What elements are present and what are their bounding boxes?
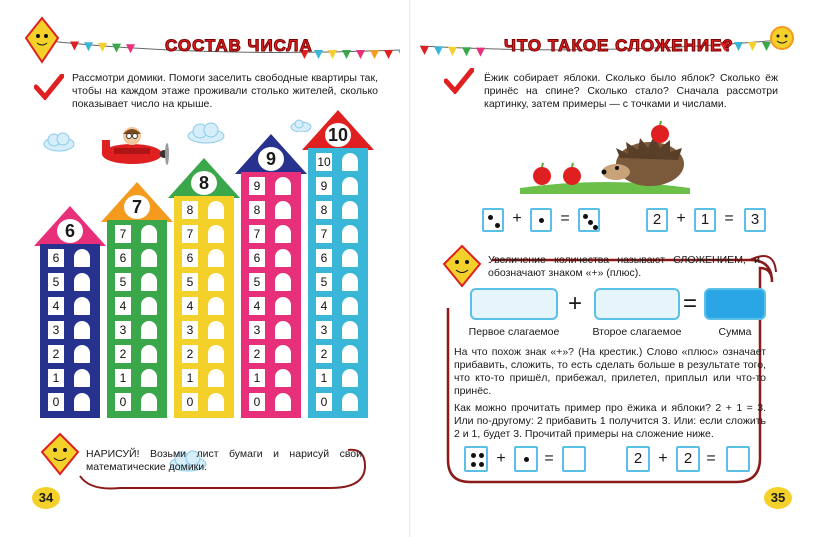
floor-number: 3 [182,321,198,339]
sum-box [704,288,766,320]
garland-flag [420,46,429,55]
roof-number: 8 [191,171,217,195]
right-instruction: Ёжик собирает яблоки. Сколько было яблок? Сколько ёж принёс на спине? Сколько стало? Сначала рассмотри картинку, затем примеры — с точками и числами. [484,72,778,110]
apartment-window[interactable] [74,369,90,387]
plus-sign: + [512,210,522,227]
apartment-window[interactable] [74,345,90,363]
plus-explanation: На что похож знак «+»? (На крестик.) Слово «плюс» означает прибавить, сложить, то есть сделать больше в результате того, что кто-то пришёл, прибежал, прилетел, приплыл или что-то принёс. [454,346,766,397]
floor-number: 8 [316,201,332,219]
first-addend-box [470,288,558,320]
number-house [308,110,368,418]
apartment-window[interactable] [275,177,291,195]
floor-number: 4 [48,297,64,315]
roof-number: 6 [57,219,83,243]
apple-icon [651,121,669,143]
number-house [107,182,167,418]
apartment-window[interactable] [74,273,90,291]
apartment-window[interactable] [74,393,90,411]
floor-number: 3 [115,321,131,339]
left-instruction: Рассмотри домики. Помоги заселить свободные квартиры так, чтобы на каждом этаже проживали столько жителей, сколько показывает число на крыше. [72,72,378,110]
floor-number: 4 [316,297,332,315]
garland-flag [98,43,107,52]
apartment-window[interactable] [342,201,358,219]
floor-number: 9 [316,177,332,195]
garland-flag [70,42,79,51]
floor-number: 5 [316,273,332,291]
apple-icon [533,163,551,185]
dots-box-b [530,208,552,232]
right-page-title: ЧТО ТАКОЕ СЛОЖЕНИЕ? [504,36,734,55]
roof-number: 9 [258,147,284,171]
floor-number: 5 [182,273,198,291]
apartment-window[interactable] [275,345,291,363]
floor-number: 6 [316,249,332,267]
apartment-window[interactable] [342,321,358,339]
apartment-window[interactable] [74,297,90,315]
garland-flag [328,50,337,59]
apartment-window[interactable] [342,153,358,171]
roof-number: 7 [124,195,150,219]
floor-number: 2 [182,345,198,363]
apartment-window[interactable] [208,225,224,243]
floor-number: 3 [249,321,265,339]
page-number-left: 34 [32,487,60,509]
floor-number: 7 [115,225,131,243]
number-box-sum: 3 [744,208,766,232]
floor-number: 0 [316,393,332,411]
apartment-window[interactable] [342,369,358,387]
apartment-window[interactable] [141,225,157,243]
apartment-window[interactable] [141,393,157,411]
apartment-window[interactable] [342,393,358,411]
apartment-window[interactable] [342,297,358,315]
apartment-window[interactable] [141,297,157,315]
apartment-window[interactable] [342,249,358,267]
floor-number: 6 [48,249,64,267]
floor-number: 4 [115,297,131,315]
equals-sign: = [706,450,716,467]
dots-box-a [482,208,504,232]
roof-number: 10 [325,123,351,147]
garland-flag [112,44,121,53]
apartment-window[interactable] [74,249,90,267]
apartment-window[interactable] [208,369,224,387]
garland-flag [342,50,351,59]
floor-number: 6 [249,249,265,267]
garland-flag [748,42,757,51]
equals-sign: = [560,210,570,227]
floor-number: 7 [316,225,332,243]
number-box-b: 1 [694,208,716,232]
apartment-window[interactable] [208,297,224,315]
garland-flag [476,48,485,57]
apartment-window[interactable] [208,393,224,411]
apartment-window[interactable] [141,249,157,267]
garland-flag [398,50,400,59]
apartment-window[interactable] [275,249,291,267]
reading-explanation: Как можно прочитать пример про ёжика и яблоки? 2 + 1 = 3. Или по-другому: 2 прибавить 1 получится 3. Или: если сложить 2 и 1, будет 3. Прочитай примеры на сложение ниже. [454,402,766,440]
floor-number: 0 [182,393,198,411]
floor-number: 0 [115,393,131,411]
floor-number: 2 [48,345,64,363]
floor-number: 2 [249,345,265,363]
dots-box-sum [578,208,600,232]
apartment-window[interactable] [275,321,291,339]
cloud-icon [186,122,226,144]
number-box-a: 2 [626,446,650,472]
floor-number: 2 [316,345,332,363]
number-house [174,158,234,418]
apartment-window[interactable] [208,249,224,267]
answer-box[interactable] [562,446,586,472]
apartment-window[interactable] [208,345,224,363]
number-box-a: 2 [646,208,668,232]
floor-number: 1 [316,369,332,387]
apartment-window[interactable] [141,321,157,339]
apartment-window[interactable] [275,393,291,411]
floor-number: 5 [249,273,265,291]
garland-flag [356,50,365,59]
floor-number: 10 [317,155,331,169]
number-house [40,206,100,418]
garland-flag [126,44,135,53]
checkmark-icon [444,68,474,94]
apartment-window[interactable] [342,177,358,195]
floor-number: 1 [115,369,131,387]
equals-sign: = [544,450,554,467]
floor-number: 4 [249,297,265,315]
apartment-window[interactable] [208,201,224,219]
apartment-window[interactable] [208,273,224,291]
apartment-window[interactable] [342,273,358,291]
draw-task-text: НАРИСУЙ! Возьми лист бумаги и нарисуй свои математические домики. [86,448,362,473]
floor-number: 5 [115,273,131,291]
floor-number: 2 [115,345,131,363]
floor-number: 5 [48,273,64,291]
floor-number: 3 [48,321,64,339]
equals-sign: = [682,290,697,317]
apartment-window[interactable] [208,321,224,339]
apartment-window[interactable] [275,273,291,291]
floor-number: 6 [182,249,198,267]
floor-number: 0 [249,393,265,411]
apple-icon [563,163,581,185]
garland-flag [434,46,443,55]
plus-sign: + [567,290,582,317]
second-addend-label: Второе слагаемое [592,326,682,338]
floor-number: 1 [249,369,265,387]
answer-box[interactable] [726,446,750,472]
floor-number: 8 [249,201,265,219]
apartment-window[interactable] [141,345,157,363]
airplane-icon [92,122,170,178]
checkmark-icon [34,74,64,100]
cloud-icon [42,132,76,152]
floor-number: 3 [316,321,332,339]
plus-sign: + [676,210,686,227]
apartment-window[interactable] [342,345,358,363]
book-gutter [409,0,411,537]
kite-icon [440,244,484,290]
garland-flag [384,50,393,59]
definition-text: Увеличение количества называют СЛОЖЕНИЕМ, и обозначают знаком «+» (плюс). [488,254,760,279]
page-number-right: 35 [764,487,792,509]
garland-flag [84,42,93,51]
first-addend-label: Первое слагаемое [468,326,560,338]
number-house [241,134,301,418]
apartment-window[interactable] [141,369,157,387]
kite-icon [26,18,58,62]
hedgehog-illustration [520,118,690,194]
apartment-window[interactable] [74,321,90,339]
apartment-window[interactable] [141,273,157,291]
apartment-window[interactable] [275,225,291,243]
floor-number: 7 [182,225,198,243]
garland-flag [370,50,379,59]
dots-box-a [464,446,488,472]
floor-number: 4 [182,297,198,315]
floor-number: 1 [48,369,64,387]
garland-flag [762,42,771,51]
garland-flag [448,47,457,56]
apartment-window[interactable] [275,369,291,387]
sun-icon [771,27,793,49]
sum-label: Сумма [718,326,752,338]
floor-number: 6 [115,249,131,267]
floor-number: 0 [48,393,64,411]
dots-box-b [514,446,538,472]
apartment-window[interactable] [342,225,358,243]
apartment-window[interactable] [275,297,291,315]
equals-sign: = [724,210,734,227]
left-page-title: СОСТАВ ЧИСЛА [165,36,313,55]
garland-flag [462,47,471,56]
floor-number: 7 [249,225,265,243]
plus-sign: + [496,450,506,467]
number-box-b: 2 [676,446,700,472]
plus-sign: + [658,450,668,467]
apartment-window[interactable] [275,201,291,219]
floor-number: 8 [182,201,198,219]
second-addend-box [594,288,680,320]
floor-number: 9 [249,177,265,195]
floor-number: 1 [182,369,198,387]
